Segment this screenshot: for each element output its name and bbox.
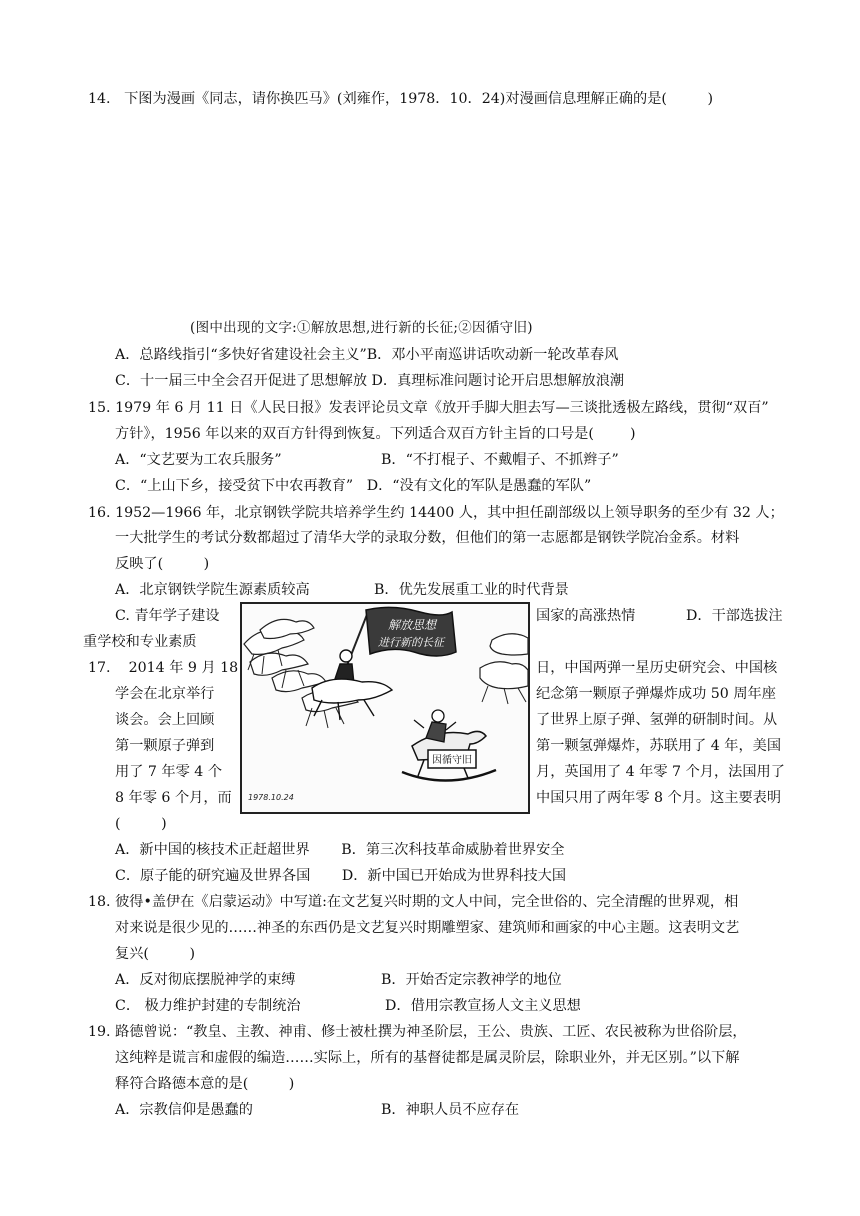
q16-option-d-1: D．干部选拔注 xyxy=(686,608,783,624)
q16-option-d-2: 重学校和专业素质 xyxy=(83,634,197,650)
q17-line-3-left: 谈会。会上回顾 xyxy=(115,712,215,728)
q17-answer-paren: ( ) xyxy=(115,816,167,832)
cartoon-illustration xyxy=(240,602,530,814)
q17-line-3-right: 了世界上原子弹、氢弹的研制时间。从 xyxy=(536,712,778,728)
q17-options-ab: A．新中国的核技术正赶超世界 B．第三次科技革命威胁着世界安全 xyxy=(115,842,565,858)
q17-line-1-right: 日，中国两弹一星历史研究会、中国核 xyxy=(536,660,778,676)
q17-line-4-left: 第一颗原子弹到 xyxy=(115,738,215,754)
q17-line-5-left: 用了 7 年零 4 个 xyxy=(115,764,223,780)
q14-options-ab: A．总路线指引“多快好省建设社会主义”B．邓小平南巡讲话吹动新一轮改革春风 xyxy=(115,347,619,363)
q16-stem-2: 一大批学生的考试分数都超过了清华大学的录取分数，但他们的第一志愿都是钢铁学院冶金系。材料 xyxy=(115,530,740,546)
q15-option-b: B．“不打棍子、不戴帽子、不抓辫子” xyxy=(381,452,619,468)
q16-stem-3: 反映了( ) xyxy=(115,556,210,572)
banner-text-line-2: 进行新的长征 xyxy=(378,636,444,649)
q18-option-d: D．借用宗教宣扬人文主义思想 xyxy=(385,998,581,1014)
q17-line-6-left: 8 年零 6 个月，而 xyxy=(115,790,232,806)
q17-options-cd: C．原子能的研究遍及世界各国 D．新中国已开始成为世界科技大国 xyxy=(115,868,567,884)
q17-line-2-right: 纪念第一颗原子弹爆炸成功 50 周年座 xyxy=(536,686,776,702)
q18-stem-3: 复兴( ) xyxy=(115,946,196,962)
q16-option-c-right: 国家的高涨热情 xyxy=(536,608,636,624)
banner-text-line-1: 解放思想 xyxy=(388,618,437,632)
q18-option-a: A．反对彻底摆脱神学的束缚 xyxy=(115,972,296,988)
q16-option-c-left: C. 青年学子建设 xyxy=(115,608,220,624)
q17-line-4-right: 第一颗氢弹爆炸，苏联用了 4 年，美国 xyxy=(536,738,782,754)
q16-stem-1: 16. 1952—1966 年，北京钢铁学院共培养学生约 14400 人，其中担任副部级以上领导职务的至少有 32 人； xyxy=(88,505,784,521)
q14-options-cd: C．十一届三中全会召开促进了思想解放 D．真理标准问题讨论开启思想解放浪潮 xyxy=(115,373,625,389)
q19-option-a: A．宗教信仰是愚蠢的 xyxy=(115,1102,253,1118)
q18-stem-2: 对来说是很少见的……神圣的东西仍是文艺复兴时期雕塑家、建筑师和画家的中心主题。这表明文艺 xyxy=(115,920,740,936)
q17-line-1-left: 17. 2014 年 9 月 18 xyxy=(88,660,239,676)
q17-line-5-right: 月，英国用了 4 年零 7 个月，法国用了 xyxy=(536,764,785,780)
cartoon-date: 1978.10.24 xyxy=(248,793,294,802)
q18-option-c: C． 极力维护封建的专制统治 xyxy=(115,998,301,1014)
q18-option-b: B．开始否定宗教神学的地位 xyxy=(381,972,562,988)
q16-option-a: A．北京钢铁学院生源素质较高 xyxy=(115,582,310,598)
q14-stem: 14. 下图为漫画《同志，请你换匹马》(刘雍作，1978．10．24)对漫画信息理解正确的是( ) xyxy=(88,91,714,107)
q19-stem-1: 19. 路德曾说：“教皇、主教、神甫、修士被杜撰为神圣阶层，王公、贵族、工匠、农民被称为世俗阶层， xyxy=(88,1024,747,1040)
q15-stem-2: 方针》，1956 年以来的双百方针得到恢复。下列适合双百方针主旨的口号是( ) xyxy=(115,426,636,442)
q17-line-2-left: 学会在北京举行 xyxy=(115,686,215,702)
q17-line-6-right: 中国只用了两年零 8 个月。这主要表明 xyxy=(536,790,782,806)
q15-option-a: A．“文艺要为工农兵服务” xyxy=(115,452,282,468)
cartoon-drawing xyxy=(242,604,528,812)
q15-options-cd: C．“上山下乡，接受贫下中农再教育” D．“没有文化的军队是愚蠢的军队” xyxy=(115,478,592,494)
rocking-horse-label: 因循守旧 xyxy=(432,755,472,766)
q15-stem-1: 15. 1979 年 6 月 11 日《人民日报》发表评论员文章《放开手脚大胆去写—三谈批透极左路线，贯彻“双百” xyxy=(88,400,769,416)
q16-option-b: B．优先发展重工业的时代背景 xyxy=(374,582,569,598)
q19-stem-3: 释符合路德本意的是( ) xyxy=(115,1076,295,1092)
q14-caption: (图中出现的文字:①解放思想,进行新的长征;②因循守旧) xyxy=(190,320,533,336)
q19-option-b: B．神职人员不应存在 xyxy=(381,1102,520,1118)
q18-stem-1: 18. 彼得•盖伊在《启蒙运动》中写道:在文艺复兴时期的文人中间，完全世俗的、完全清醒的世界观，相 xyxy=(88,894,739,910)
q19-stem-2: 这纯粹是谎言和虚假的编造……实际上，所有的基督徒都是属灵阶层，除职业外，并无区别。”以下解 xyxy=(115,1050,740,1066)
